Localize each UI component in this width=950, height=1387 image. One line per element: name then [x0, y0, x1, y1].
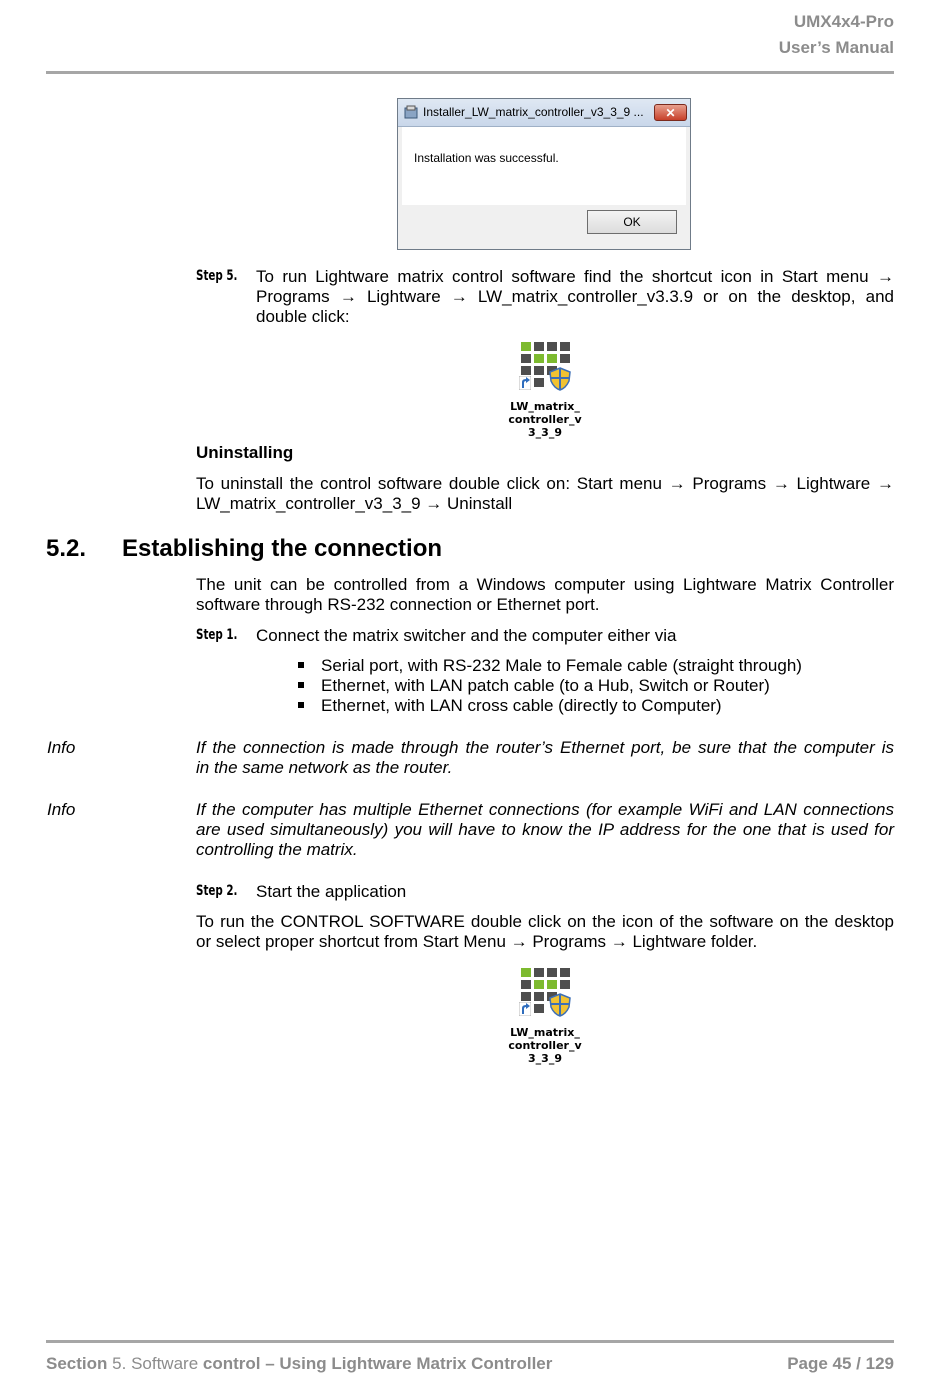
shortcut-caption-line-3: 3_3_9	[528, 426, 562, 439]
matrix-controller-icon	[521, 968, 571, 1018]
shortcut-arrow-icon	[519, 376, 531, 390]
shortcut-caption-line-1: LW_matrix_	[510, 1026, 580, 1039]
installer-icon	[404, 105, 418, 119]
dialog-message: Installation was successful.	[414, 151, 559, 165]
uninstalling-line-1: To uninstall the control software double click on: Start menu → Programs → Lightware →	[196, 474, 894, 493]
footer-section-software: Software	[131, 1354, 199, 1373]
run-line-1: To run the CONTROL SOFTWARE double click on the icon of the software on the desktop	[196, 912, 894, 931]
uninstalling-line-2: LW_matrix_controller_v3_3_9 → Uninstall	[196, 494, 513, 513]
shield-icon	[549, 993, 571, 1017]
lw-matrix-controller-shortcut[interactable]	[505, 968, 585, 1066]
document-title: UMX4x4-Pro	[793, 12, 894, 31]
header-rule	[46, 71, 894, 74]
info-2-line-2: are used simultaneously) you will have to know the IP address for the one that is used for	[196, 820, 894, 839]
footer-rule	[46, 1340, 894, 1343]
run-line-2: or select proper shortcut from Start Menu → Programs → Lightware folder.	[196, 932, 758, 951]
bullet-marker	[298, 702, 304, 708]
footer-section	[46, 1354, 552, 1374]
bullet-marker	[298, 682, 304, 688]
shortcut-caption-line-1: LW_matrix_	[510, 400, 580, 413]
list-item	[321, 656, 802, 676]
list-item	[321, 696, 722, 716]
step-1-text: Connect the matrix switcher and the computer either via	[256, 626, 677, 645]
section-title: Establishing the connection	[122, 535, 443, 562]
shortcut-caption-line-2: controller_v	[508, 413, 582, 426]
shortcut-arrow-icon	[519, 1002, 531, 1016]
step-5-line-3: double click:	[256, 307, 350, 326]
intro-line-1: The unit can be controlled from a Windows computer using Lightware Matrix Controller	[196, 575, 894, 594]
info-2-label: Info	[47, 800, 76, 819]
document-subtitle: User’s Manual	[778, 38, 894, 57]
matrix-controller-icon	[521, 342, 571, 392]
step-5-line-1: To run Lightware matrix control software find the shortcut icon in Start menu →	[256, 267, 894, 286]
dialog-title: Installer_LW_matrix_controller_v3_3_9 ...	[423, 105, 644, 119]
list-item-text: Ethernet, with LAN patch cable (to a Hub, Switch or Router)	[321, 676, 770, 695]
installer-dialog-screenshot	[397, 98, 691, 250]
section-number: 5.2.	[46, 535, 87, 562]
info-2-line-3: controlling the matrix.	[196, 840, 358, 859]
dialog-titlebar	[398, 99, 690, 127]
info-1-line-1: If the connection is made through the router’s Ethernet port, be sure that the computer is	[196, 738, 894, 757]
footer-section-word: Section	[46, 1354, 108, 1373]
shield-icon	[549, 367, 571, 391]
info-1-line-2: in the same network as the router.	[196, 758, 453, 777]
info-2-line-1: If the computer has multiple Ethernet connections (for example WiFi and LAN connections	[196, 800, 894, 819]
list-item-text: Ethernet, with LAN cross cable (directly to Computer)	[321, 696, 722, 715]
step-5-label: Step 5.	[196, 268, 238, 284]
step-2-label: Step 2.	[196, 883, 238, 899]
uninstalling-heading: Uninstalling	[196, 443, 294, 462]
footer-section-rest: control – Using Lightware Matrix Controller	[202, 1354, 553, 1373]
bullet-marker	[298, 662, 304, 668]
ok-button[interactable]: OK	[587, 210, 677, 234]
footer-section-number: 5.	[112, 1354, 127, 1373]
info-1-label: Info	[47, 738, 76, 757]
page-number: Page 45 / 129	[787, 1354, 894, 1373]
shortcut-caption-line-3: 3_3_9	[528, 1052, 562, 1065]
list-item-text: Serial port, with RS-232 Male to Female cable (straight through)	[321, 656, 802, 675]
intro-line-2: software through RS-232 connection or Ethernet port.	[196, 595, 600, 614]
lw-matrix-controller-shortcut[interactable]	[505, 342, 585, 440]
close-icon[interactable]: ✕	[654, 104, 687, 121]
list-item	[321, 676, 770, 696]
step-1-label: Step 1.	[196, 627, 238, 643]
dialog-body	[402, 127, 686, 205]
shortcut-caption-line-2: controller_v	[508, 1039, 582, 1052]
step-2-text: Start the application	[256, 882, 407, 901]
step-5-line-2: Programs → Lightware → LW_matrix_controller_v3.3.9 or on the desktop, and	[256, 287, 894, 306]
